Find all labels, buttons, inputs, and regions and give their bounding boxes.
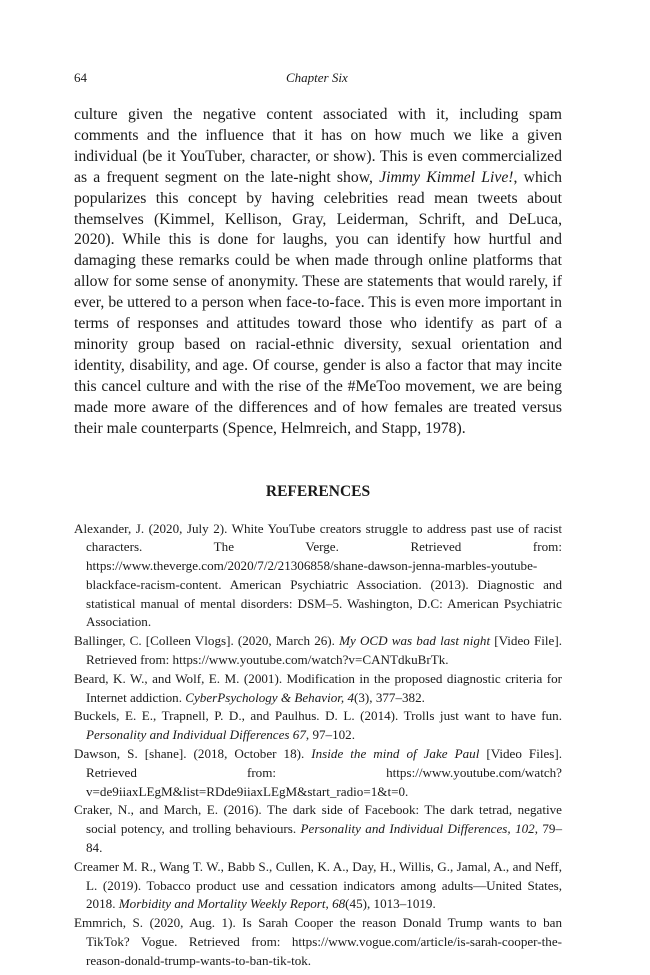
chapter-title: Chapter Six xyxy=(286,70,348,85)
book-page xyxy=(74,70,562,971)
reference-text: (45), 1013–1019. xyxy=(345,896,436,912)
reference-entry xyxy=(74,745,562,801)
show-title: Jimmy Kimmel Live! xyxy=(379,168,514,186)
reference-italic: My OCD was bad last night xyxy=(339,633,491,649)
reference-entry xyxy=(74,670,562,708)
reference-italic: Morbidity and Mortality Weekly Report, 68 xyxy=(118,896,346,912)
reference-text: Emmrich, S. (2020, Aug. 1). Is Sarah Cooper the reason Donald Trump wants to ban TikTok? Vogue. Retrieved from: https://www.vogue.com/article/is-sarah-cooper-the-reason-donald-trump-wants-to-ban-tik-tok. xyxy=(74,915,562,968)
reference-text: Buckels, E. E., Trapnell, P. D., and Paulhus. D. L. (2014). Trolls just want to have fun. xyxy=(74,708,562,724)
reference-italic: Personality and Individual Differences 67 xyxy=(86,727,306,743)
reference-text: Creamer M. R., Wang T. W., Babb S., Cullen, K. A., Day, H., Willis, G., Jamal, A., and Neff, L. (2019). Tobacco product use and cessation indicators among adults—United States, 2018. xyxy=(74,858,562,912)
body-text-part: culture given the negative content associated with it, including spam comments and the influence that it has on how much we like a given individual (be it YouTuber, character, or show). This is even commercialized as a frequent segment on the late-night show, xyxy=(74,106,562,186)
reference-entry xyxy=(74,632,562,670)
body-text-part: , which popularizes this concept by having celebrities read mean tweets about themselves (Kimmel, Kellison, Gray, Leiderman, Schrift, and DeLuca, 2020). While this is done for laughs, you can identify how hurtful and damaging these remarks could be when made through online platforms that allow for some sense of anonymity. These are statements that would rarely, if ever, be uttered to a person when face-to-face. This is even more important in terms of responses and attitudes toward those who identify as part of a minority group based on racial-ethnic diversity, sexual orientation and identity, disability, and age. Of course, gender is also a factor that may incite this cancel culture and with the rise of the #MeToo movement, we are being made more aware of the differences and of how females are treated versus their male counterparts (Spence, Helmreich, and Stapp, 1978). xyxy=(74,168,562,437)
reference-text: Ballinger, C. [Colleen Vlogs]. (2020, March 26). xyxy=(74,633,340,649)
reference-entry xyxy=(74,801,562,857)
reference-entry xyxy=(74,707,562,745)
running-header xyxy=(74,70,562,88)
reference-text: Craker, N., and March, E. (2016). The dark side of Facebook: The dark tetrad, negative social potency, and trolling behaviours. xyxy=(74,802,562,837)
reference-entry xyxy=(74,520,562,633)
reference-text: Dawson, S. [shane]. (2018, October 18). xyxy=(74,746,312,762)
reference-text: [Video File]. Retrieved from: https://www.youtube.com/watch?v=CANTdkuBrTk. xyxy=(86,633,562,668)
reference-list xyxy=(74,520,562,971)
reference-entry xyxy=(74,858,562,914)
reference-entry xyxy=(74,914,562,970)
body-paragraph xyxy=(74,105,562,440)
reference-text: , 79–84. xyxy=(86,821,563,856)
reference-italic: Personality and Individual Differences, 102 xyxy=(300,821,535,837)
reference-text: Beard, K. W., and Wolf, E. M. (2001). Modification in the proposed diagnostic criteria for Internet addiction. xyxy=(74,670,562,705)
reference-text: Alexander, J. (2020, July 2). White YouTube creators struggle to address past use of racist characters. The Verge. Retrieved from: https://www.theverge.com/2020/7/2/21306858/shane-dawson-jenna-marbles-youtube-blackface-racism-content. American Psychiatric Association. (2013). Diagnostic and statistical manual of mental disorders: DSM–5. Washington, D.C: American Psychiatric Association. xyxy=(74,520,562,630)
reference-text: (3), 377–382. xyxy=(354,689,425,705)
reference-italic: Inside the mind of Jake Paul xyxy=(311,746,480,762)
references-heading: REFERENCES xyxy=(265,482,371,500)
reference-text: , 97–102. xyxy=(305,727,355,743)
page-number: 64 xyxy=(74,70,87,85)
reference-italic: CyberPsychology & Behavior, 4 xyxy=(185,689,354,705)
reference-text: [Video Files]. Retrieved from: https://www.youtube.com/watch?v=de9iiaxLEgM&list=RDde9iiaxLEgM&start_radio=1&t=0. xyxy=(86,746,563,799)
